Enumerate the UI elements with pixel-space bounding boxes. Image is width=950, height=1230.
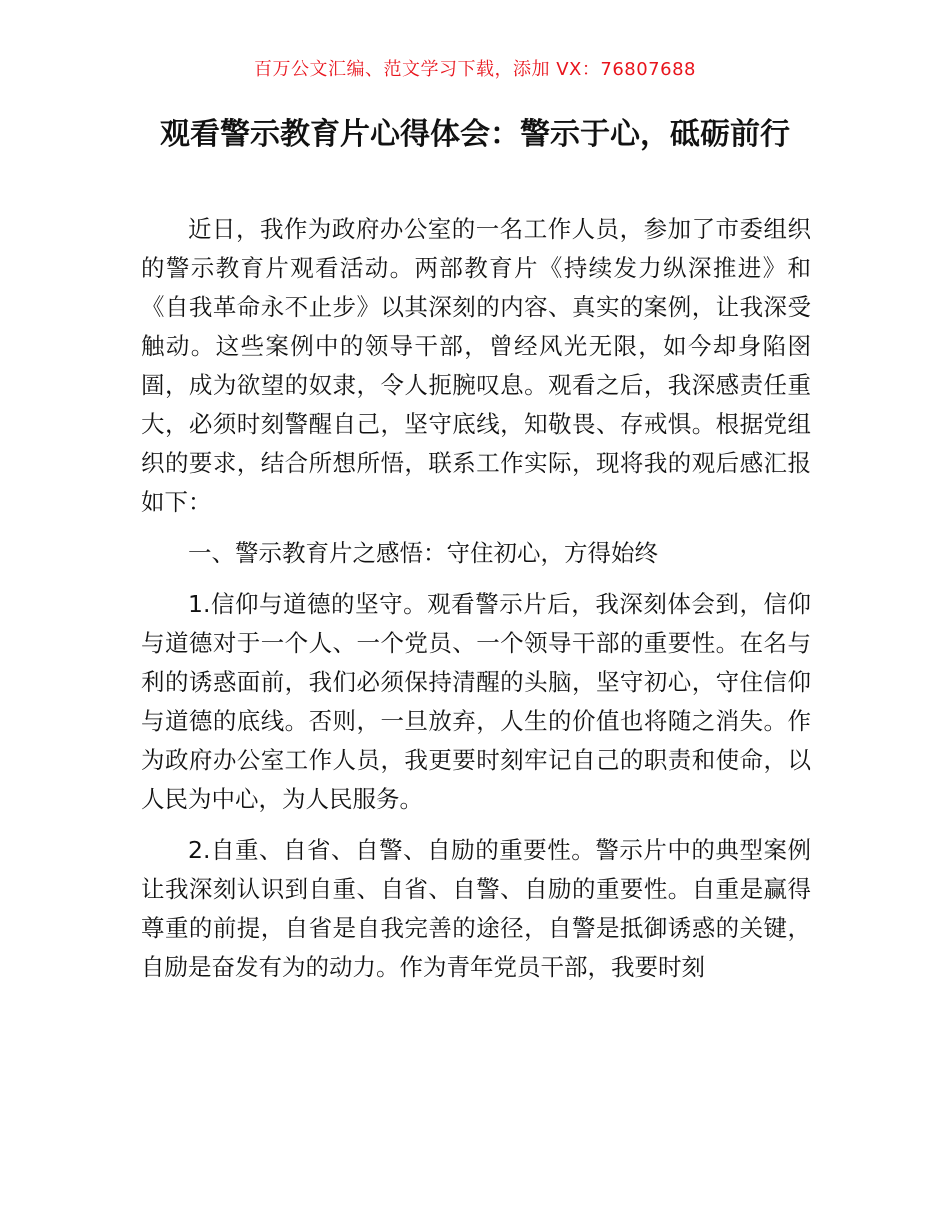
header-banner: 百万公文汇编、范文学习下载，添加 VX：76807688 [254,59,696,80]
document-title: 观看警示教育片心得体会：警示于心，砥砺前行 [160,117,790,152]
section-heading: 一、警示教育片之感悟：守住初心，方得始终 [188,539,658,567]
document-body [141,210,811,987]
body-paragraph: 2.自重、自省、自警、自励的重要性。警示片中的典型案例让我深刻认识到自重、自省、自警、自励的重要性。自重是赢得尊重的前提，自省是自我完善的途径，自警是抵御诱惑的关键，自励是奋发有为的动力。作为青年党员干部，我要时刻 [141,836,811,981]
body-paragraph: 1.信仰与道德的坚守。观看警示片后，我深刻体会到，信仰与道德对于一个人、一个党员、一个领导干部的重要性。在名与利的诱惑面前，我们必须保持清醒的头脑，坚守初心，守住信仰与道德的底线。否则，一旦放弃，人生的价值也将随之消失。作为政府办公室工作人员，我更要时刻牢记自己的职责和使命，以人民为中心，为人民服务。 [141,590,811,813]
intro-paragraph: 近日，我作为政府办公室的一名工作人员，参加了市委组织的警示教育片观看活动。两部教育片《持续发力纵深推进》和《自我革命永不止步》以其深刻的内容、真实的案例，让我深受触动。这些案例中的领导干部，曾经风光无限，如今却身陷囹圄，成为欲望的奴隶，令人扼腕叹息。观看之后，我深感责任重大，必须时刻警醒自己，坚守底线，知敬畏、存戒惧。根据党组织的要求，结合所想所悟，联系工作实际，现将我的观后感汇报如下： [141,215,811,516]
